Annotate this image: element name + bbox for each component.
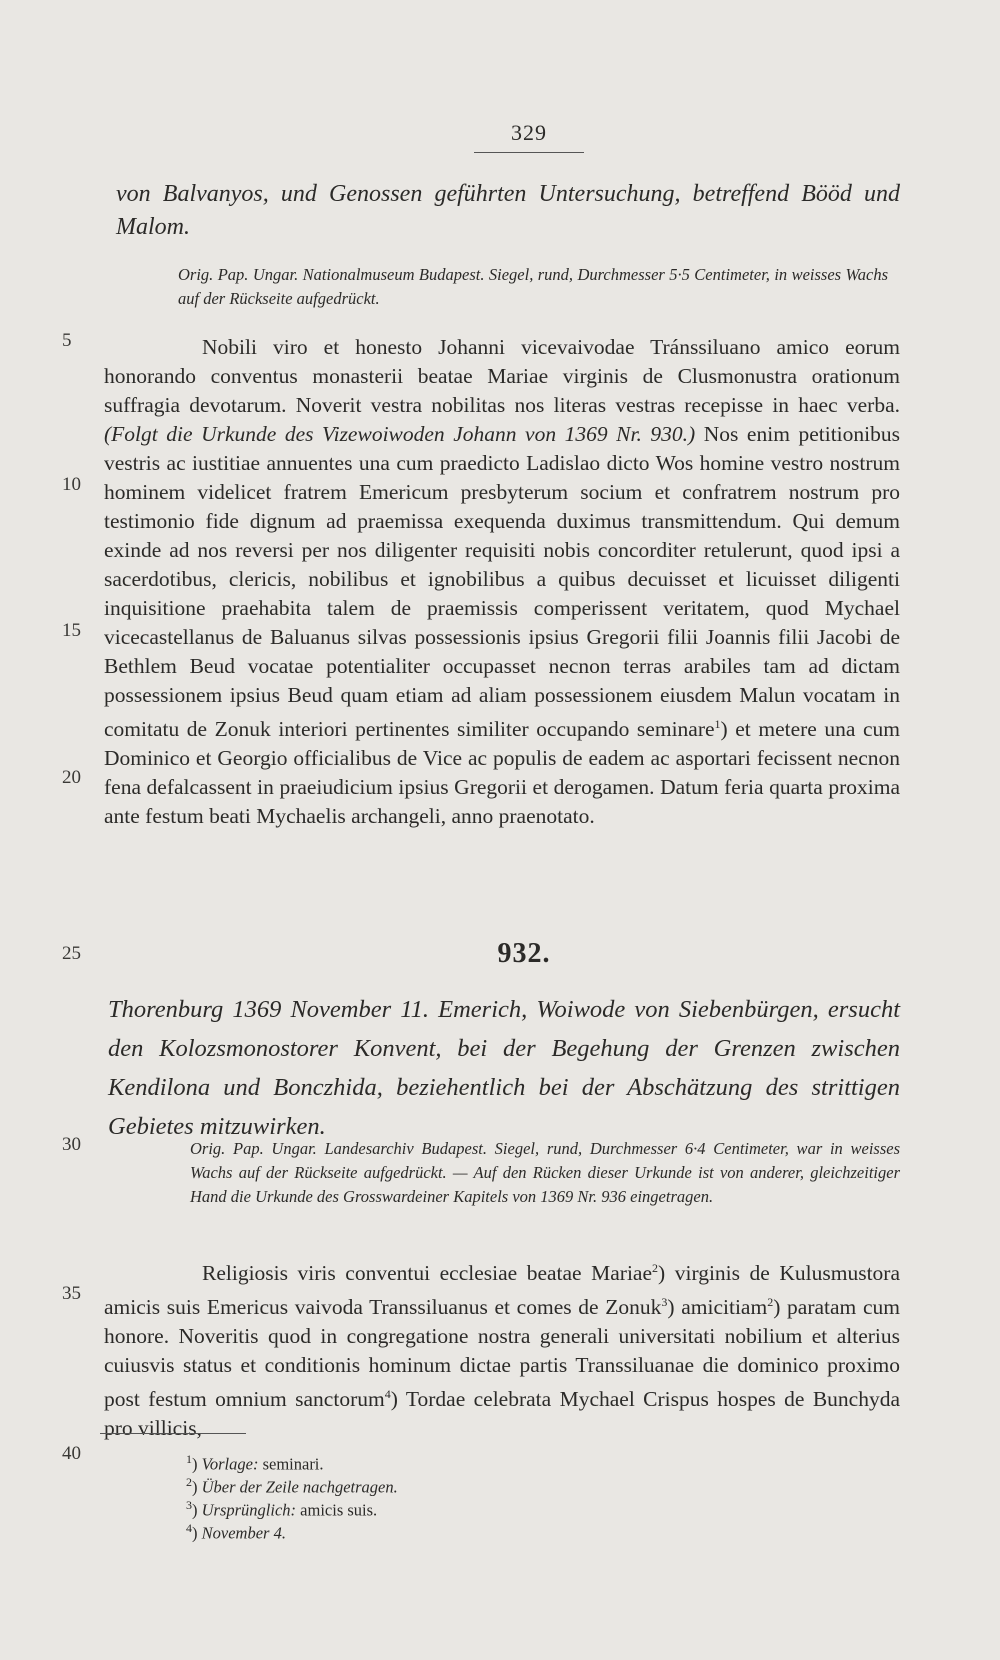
paragraph-2-part-a: Religiosis viris conventui ecclesiae beatae Mariae [202, 1261, 653, 1286]
paragraph-1-part-c: Nos enim petitionibus vestris ac iustitiae annuentes una cum praedicto Ladislao dicto Wos homine vestro nostrum hominem videlicet fratrem Emericum presbyterum socium et confratrem nostrum pro testimonio fide dignum ad praemissa exequenda duximus transmittendum. Qui demum exinde ad nos reversi per nos diligenter requisiti nobis concorditer retulerunt, quod ipsi a sacerdotibus, clericis, nobilibus et ignobilibus a quibus decuisset et licuisset diligenti inquisitione praehabita talem de praemissis comperissent veritatem, quod Mychael vicecastellanus de Baluanus silvas possessionis ipsius Gregorii filii Joannis filii Jacobi de Bethlem Beud vocatae potentialiter occupasset necnon terras arabiles tam ad dictam possessionem ipsius Beud quam etiam ad aliam possessionem eiusdem Malun vocatam in comitatu de Zonuk interiori pertinentes similiter occupando seminare [104, 422, 900, 742]
line-number: 25 [62, 943, 81, 964]
paragraph-2: Religiosis viris conventui ecclesiae beatae Mariae$^2$) virginis de Kulusmustora amicis suis Emericus vaivoda Transsiluanus et comes de Zonuk$^3$) amicitiam$^2$) paratam cum honore. Noveritis quod in congregatione nostra generali universitati nobilium et alterius cuiusvis status et conditionis hominum dictae partis Transsiluanae die dominico proximo post festum omnium sanctorum$^4$) Tordae celebrata Mychael Crispus hospes de Bunchyda pro villicis, [104, 1261, 901, 1441]
line-number: 35 [62, 1283, 81, 1304]
paragraph-1: Nobili viro et honesto Johanni vicevaivodae Tránssiluano amico eorum honorando conventus monasterii beatae Mariae virginis de Clusmonustra orationum suffragia devotarum. Noverit vestra nobilitas nos literas vestras recepisse in haec verba. (Folgt die Urkunde des Vizewoiwoden Johann von 1369 Nr. 930.) Nos enim petitionibus vestris ac iustitiae annuentes una cum praedicto Ladislao dicto Wos homine vestro nostrum hominem videlicet fratrem Emericum presbyterum socium et confratrem nostrum pro testimonio fide dignum ad praemissa exequenda duximus transmittendum. Qui demum exinde ad nos reversi per nos diligenter requisiti nobis concorditer retulerunt, quod ipsi a sacerdotibus, clericis, nobilibus et ignobilibus a quibus decuisset et licuisset diligenti inquisitione praehabita talem de praemissis comperissent veritatem, quod Mychael vicecastellanus de Baluanus silvas possessionis ipsius Gregorii filii Joannis filii Jacobi de Bethlem Beud vocatae potentialiter occupasset necnon terras arabiles tam ad dictam possessionem ipsius Beud quam etiam ad aliam possessionem eiusdem Malun vocatam in comitatu de Zonuk interiori pertinentes similiter occupando seminare$^1$) et metere una cum Dominico et Georgio officialibus de Vice ac populis de eadem ac asportari fecissent necnon fena defalcassent in praeiudicium ipsius Gregorii et derogamen. Datum feria quarta proxima ante festum beati Mychaelis archangeli, anno praenotato. [104, 335, 900, 829]
page-number-rule [474, 152, 584, 153]
footnote-rule [100, 1433, 246, 1434]
document-number: 932. [497, 938, 551, 969]
line-number: 10 [62, 474, 81, 495]
footnote-label: Über der Zeile nachgetragen. [201, 1477, 398, 1497]
paragraph-2-part-d: paratam cum honore. Noveritis quod in congregatione nostra generali universitati nobilium et alterius cuiusvis status et conditionis hominum dictae partis Transsiluanae die dominico proximo post festum omnium sanctorum [104, 1295, 900, 1412]
footnote-mark: 2 [186, 1475, 192, 1489]
paragraph-1-part-a: Nobili viro et honesto Johanni vicevaivodae Tránssiluano amico eorum honorando conventus monasterii beatae Mariae virginis de Clusmonustra orationum suffragia devotarum. Noverit vestra nobilitas nos literas vestras recepisse in haec verba. [104, 335, 900, 417]
top-source-note: Orig. Pap. Ungar. Nationalmuseum Budapest. Siegel, rund, Durchmesser 5·5 Centimeter, in weisses Wachs auf der Rückseite aufgedrückt. [178, 265, 888, 308]
line-number: 15 [62, 620, 81, 641]
paragraph-1-part-d: et metere una cum Dominico et Georgio officialibus de Vice ac populis de eadem ac asportari fecissent necnon fena defalcassent in praeiudicium ipsius Gregorii et derogamen. Datum feria quarta proxima ante festum beati Mychaelis archangeli, anno praenotato. [104, 717, 900, 829]
footnote-2: $^2$) Über der Zeile nachgetragen. [186, 1475, 398, 1497]
line-number: 40 [62, 1443, 81, 1464]
footnote-text: amicis suis. [300, 1500, 378, 1520]
footnote-label: Vorlage: [201, 1454, 259, 1474]
footnote-mark: 1 [186, 1452, 192, 1466]
document-heading: Thorenburg 1369 November 11. Emerich, Woiwode von Siebenbürgen, ersucht den Kolozsmonostorer Konvent, bei der Begehung der Grenzen zwischen Kendilona und Bonczhida, beziehentlich bei der Abschätzung des strittigen Gebietes mitzuwirken. [108, 996, 900, 1140]
paragraph-2-part-c: amicitiam [681, 1295, 768, 1320]
footnote-4: $^4$) November 4. [186, 1521, 286, 1543]
top-heading: von Balvanyos, und Genossen geführten Untersuchung, betreffend Bööd und Malom. [116, 181, 900, 240]
footnote-text: seminari. [262, 1454, 324, 1474]
footnote-label: November 4. [201, 1523, 286, 1543]
footnote-ref: 2 [652, 1261, 659, 1275]
footnote-ref: 1 [714, 717, 721, 731]
page-number: 329 [511, 120, 547, 145]
paragraph-2-part-b: virginis de Kulusmustora amicis suis Emericus vaivoda Transsiluanus et comes de Zonuk [104, 1261, 901, 1320]
line-number: 30 [62, 1134, 81, 1155]
line-number: 20 [62, 767, 81, 788]
footnote-label: Ursprünglich: [201, 1500, 297, 1520]
paragraph-2-part-e: Tordae celebrata Mychael Crispus hospes de Bunchyda pro villicis, [104, 1387, 900, 1441]
footnote-ref: 3 [661, 1295, 668, 1310]
footnote-mark: 4 [186, 1521, 192, 1535]
footnote-ref: 4 [384, 1387, 391, 1402]
footnote-3: $^3$) Ursprünglich: amicis suis. [186, 1498, 378, 1520]
line-number: 5 [62, 330, 72, 351]
footnote-ref: 2 [767, 1295, 774, 1310]
footnote-mark: 3 [186, 1498, 192, 1512]
document-source-note: Orig. Pap. Ungar. Landesarchiv Budapest. Siegel, rund, Durchmesser 6·4 Centimeter, war in weisses Wachs auf der Rückseite aufgedrückt. — Auf den Rücken dieser Urkunde ist von anderer, gleichzeitiger Hand die Urkunde des Grosswardeiner Kapitels von 1369 Nr. 936 eingetragen. [190, 1139, 900, 1206]
footnote-1: $^1$) Vorlage: seminari. [186, 1452, 324, 1474]
paragraph-1-editorial-note: (Folgt die Urkunde des Vizewoiwoden Johann von 1369 Nr. 930.) [104, 422, 696, 446]
